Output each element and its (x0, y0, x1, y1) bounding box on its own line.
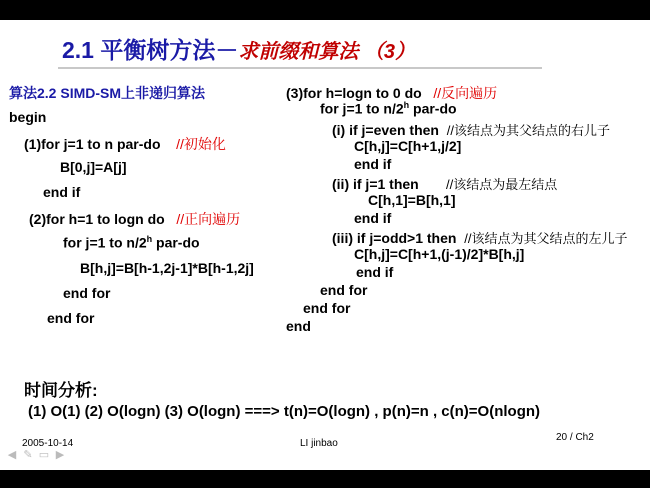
code-line: C[h,j]=C[h+1,j/2] (354, 138, 462, 154)
analysis-heading: 时间分析: (24, 381, 98, 400)
code-line: end if (354, 210, 392, 226)
code-line: C[h,1]=B[h,1] (368, 192, 456, 208)
code-line: end for (63, 285, 111, 301)
code-line: end if (356, 264, 394, 280)
slide (0, 20, 650, 470)
complexity-line: (1) O(1) (2) O(logn) (3) O(logn) ===> t(n)=O(logn) , p(n)=n , c(n)=O(nlogn) (28, 403, 541, 420)
code-line: end if (354, 156, 392, 172)
code-line: B[h,j]=B[h-1,2j-1]*B[h-1,2j] (80, 260, 254, 276)
footer-page-number: 20 / Ch2 (556, 432, 594, 443)
algorithm-name: 算法2.2 SIMD-SM上非递归算法 (9, 85, 206, 101)
slide-title (62, 32, 415, 65)
code-line: begin (9, 109, 47, 125)
code-superscript: h (146, 234, 153, 244)
code-line: B[0,j]=A[j] (60, 159, 127, 175)
pen-icon[interactable]: ✎ (23, 449, 33, 461)
code-text: (i) if j=even then (332, 122, 439, 138)
footer-date: 2005-10-14 (22, 438, 74, 449)
code-line (320, 100, 457, 117)
code-line: end for (320, 282, 368, 298)
code-comment: //反向遍历 (433, 85, 498, 101)
code-text: for j=1 to n/2 (63, 234, 147, 251)
code-line (332, 174, 557, 193)
code-line: end (286, 318, 311, 334)
code-text: (3)for h=logn to 0 do (286, 85, 422, 101)
code-line (63, 234, 200, 251)
code-text: par-do (409, 100, 457, 117)
code-line (332, 228, 627, 247)
code-comment: //该结点为其父结点的右儿子 (446, 123, 610, 138)
code-comment: //该结点为最左结点 (445, 177, 558, 192)
title-subtitle: 求前缀和算法 （3） (238, 41, 416, 63)
code-comment: //初始化 (176, 136, 226, 152)
arrow-left-icon[interactable]: ◀ (7, 449, 17, 461)
title-divider (58, 67, 542, 69)
code-line (24, 134, 226, 154)
code-text: (2)for h=1 to logn do (29, 211, 165, 227)
slide-navigation (6, 450, 66, 460)
code-text: par-do (152, 234, 200, 251)
code-line: end if (43, 184, 81, 200)
footer-author: LI jinbao (300, 438, 338, 449)
title-main: 平衡树方法－ (100, 37, 239, 63)
code-text: (ii) if j=1 then (332, 176, 419, 192)
code-text: (iii) if j=odd>1 then (332, 230, 457, 246)
code-comment: //该结点为其父结点的左儿子 (464, 231, 628, 246)
title-prefix: 2.1 (62, 37, 101, 63)
code-line (29, 209, 240, 229)
code-line (332, 120, 610, 139)
code-text: (1)for j=1 to n par-do (24, 136, 161, 152)
arrow-right-icon[interactable]: ▶ (55, 449, 65, 461)
code-line: end for (303, 300, 351, 316)
code-comment: //正向遍历 (176, 211, 241, 227)
code-text: for j=1 to n/2 (320, 100, 404, 117)
menu-icon[interactable]: ▭ (38, 449, 50, 461)
code-line: end for (47, 310, 95, 326)
code-line: C[h,j]=C[h+1,(j-1)/2]*B[h,j] (354, 246, 525, 262)
code-superscript: h (403, 100, 410, 110)
